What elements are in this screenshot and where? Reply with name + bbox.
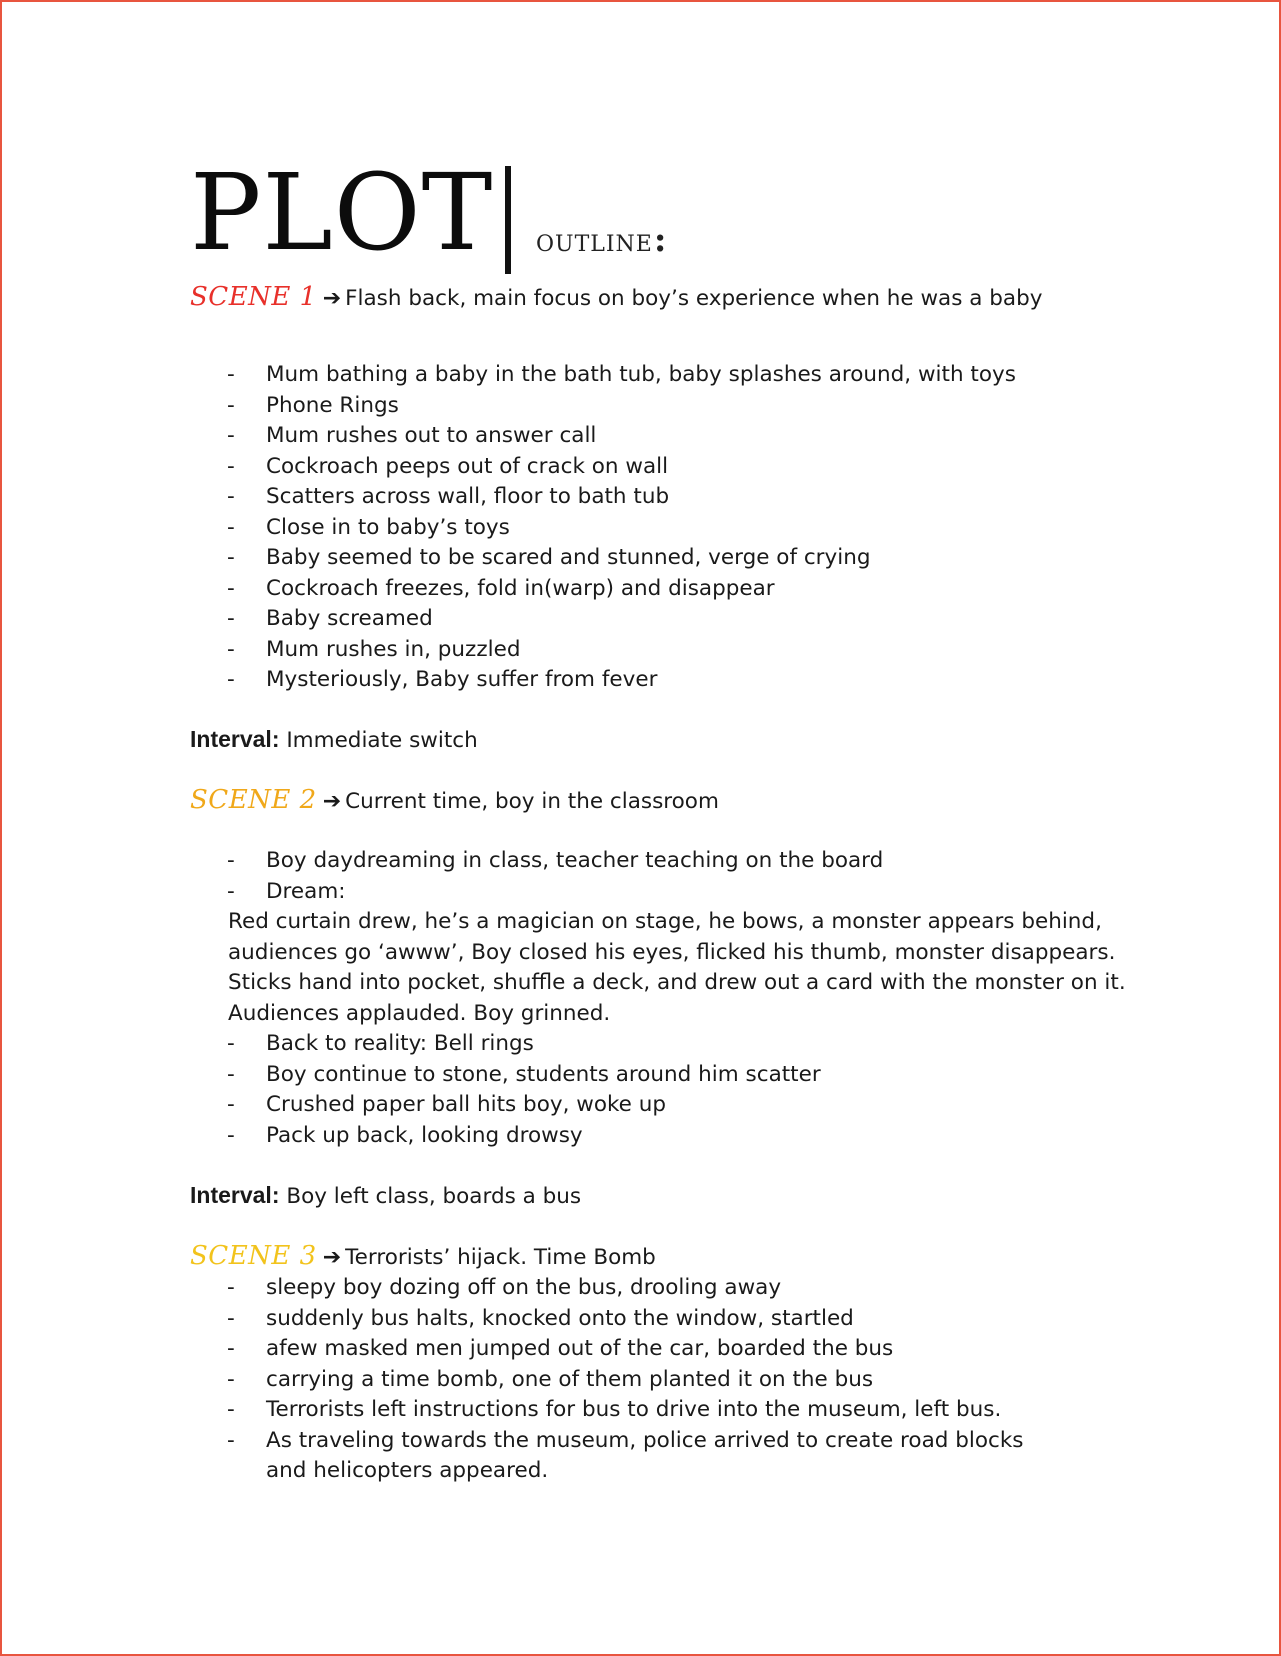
page-title: PLOT	[190, 151, 494, 274]
list-item: - Scatters across wall, floor to bath tub	[190, 482, 1090, 513]
scene-2-heading	[190, 786, 1090, 816]
list-item: - Baby screamed	[190, 604, 1090, 635]
list-item: - suddenly bus halts, knocked onto the window, startled	[190, 1304, 1090, 1335]
scene-3-heading	[190, 1242, 1090, 1272]
list-item: - carrying a time bomb, one of them planted it on the bus	[190, 1365, 1090, 1396]
scene-3-label: SCENE 3	[190, 1241, 317, 1271]
list-item: - Mum rushes in, puzzled	[190, 635, 1090, 666]
list-item: - sleepy boy dozing off on the bus, drooling away	[190, 1273, 1090, 1304]
scene-1-list-block	[190, 360, 1090, 696]
scene-2-heading-block	[190, 786, 1090, 816]
list-item: - Phone Rings	[190, 391, 1090, 422]
interval-2-label: Interval	[190, 1182, 272, 1208]
scene-2-list-block	[190, 846, 1126, 1151]
scene-3-summary: Terrorists’ hijack. Time Bomb	[345, 1245, 656, 1270]
interval-1-colon: :	[271, 726, 280, 752]
scene-3-heading-block	[190, 1242, 1090, 1272]
subtitle-colon: :	[653, 220, 668, 260]
list-item: - Dream:	[190, 877, 1090, 908]
arrow-right-icon: ➔	[322, 1245, 342, 1270]
arrow-right-icon: ➔	[322, 286, 342, 311]
dream-line: Sticks hand into pocket, shuffle a deck, and drew out a card with the monster on it.	[228, 970, 1126, 995]
list-item: - Cockroach freezes, fold in(warp) and disappear	[190, 574, 1090, 605]
scene-3-list	[190, 1273, 1090, 1487]
dream-line: Red curtain drew, he’s a magician on stage, he bows, a monster appears behind,	[228, 909, 1102, 934]
scene-2-summary: Current time, boy in the classroom	[345, 789, 719, 814]
interval-1	[190, 725, 1090, 755]
scene-2-list-before	[190, 846, 1090, 907]
arrow-right-icon: ➔	[322, 789, 342, 814]
dream-line: Audiences applauded. Boy grinned.	[228, 1000, 611, 1026]
list-item: - Cockroach peeps out of crack on wall	[190, 452, 1090, 483]
scene-1-heading-block	[190, 283, 1090, 313]
scene-1-list	[190, 360, 1090, 696]
interval-1-label: Interval	[190, 726, 272, 752]
scene-1-label: SCENE 1	[190, 282, 317, 312]
list-item: - Close in to baby’s toys	[190, 513, 1090, 544]
scene-3-list-block	[190, 1273, 1090, 1487]
scene-1-heading	[190, 283, 1090, 313]
list-item: - Mum rushes out to answer call	[190, 421, 1090, 452]
title-divider	[505, 166, 511, 274]
scene-2-label: SCENE 2	[190, 785, 317, 815]
list-item: - Mysteriously, Baby suffer from fever	[190, 665, 1090, 696]
list-item: - Boy daydreaming in class, teacher teaching on the board	[190, 846, 1090, 877]
list-item: - Back to reality: Bell rings	[190, 1029, 1090, 1060]
page-subtitle	[536, 220, 667, 260]
subtitle-text: OUTLINE	[536, 232, 653, 257]
scene-1-summary: Flash back, main focus on boy’s experience when he was a baby	[345, 286, 1043, 311]
dream-line: audiences go ‘awww’, Boy closed his eyes, flicked his thumb, monster disappears.	[228, 939, 1116, 965]
interval-2	[190, 1181, 1090, 1211]
interval-1-text: Immediate switch	[286, 728, 478, 753]
title-row	[190, 151, 890, 275]
interval-1-line	[190, 725, 1090, 755]
list-item: - Terrorists left instructions for bus to drive into the museum, left bus.	[190, 1395, 1090, 1426]
list-item: - afew masked men jumped out of the car, boarded the bus	[190, 1334, 1090, 1365]
list-item: - Crushed paper ball hits boy, woke up	[190, 1090, 1090, 1121]
list-item: - Mum bathing a baby in the bath tub, baby splashes around, with toys	[190, 360, 1090, 391]
list-item: - Baby seemed to be scared and stunned, verge of crying	[190, 543, 1090, 574]
list-item: - As traveling towards the museum, police arrived to create road blocks and helicopters appeared.	[190, 1426, 1026, 1487]
interval-2-colon: :	[271, 1182, 280, 1208]
interval-2-text: Boy left class, boards a bus	[286, 1184, 582, 1209]
interval-2-line	[190, 1181, 1090, 1211]
scene-2-list-after	[190, 1029, 1090, 1151]
list-item: - Boy continue to stone, students around him scatter	[190, 1060, 1090, 1091]
list-item: - Pack up back, looking drowsy	[190, 1121, 1090, 1152]
